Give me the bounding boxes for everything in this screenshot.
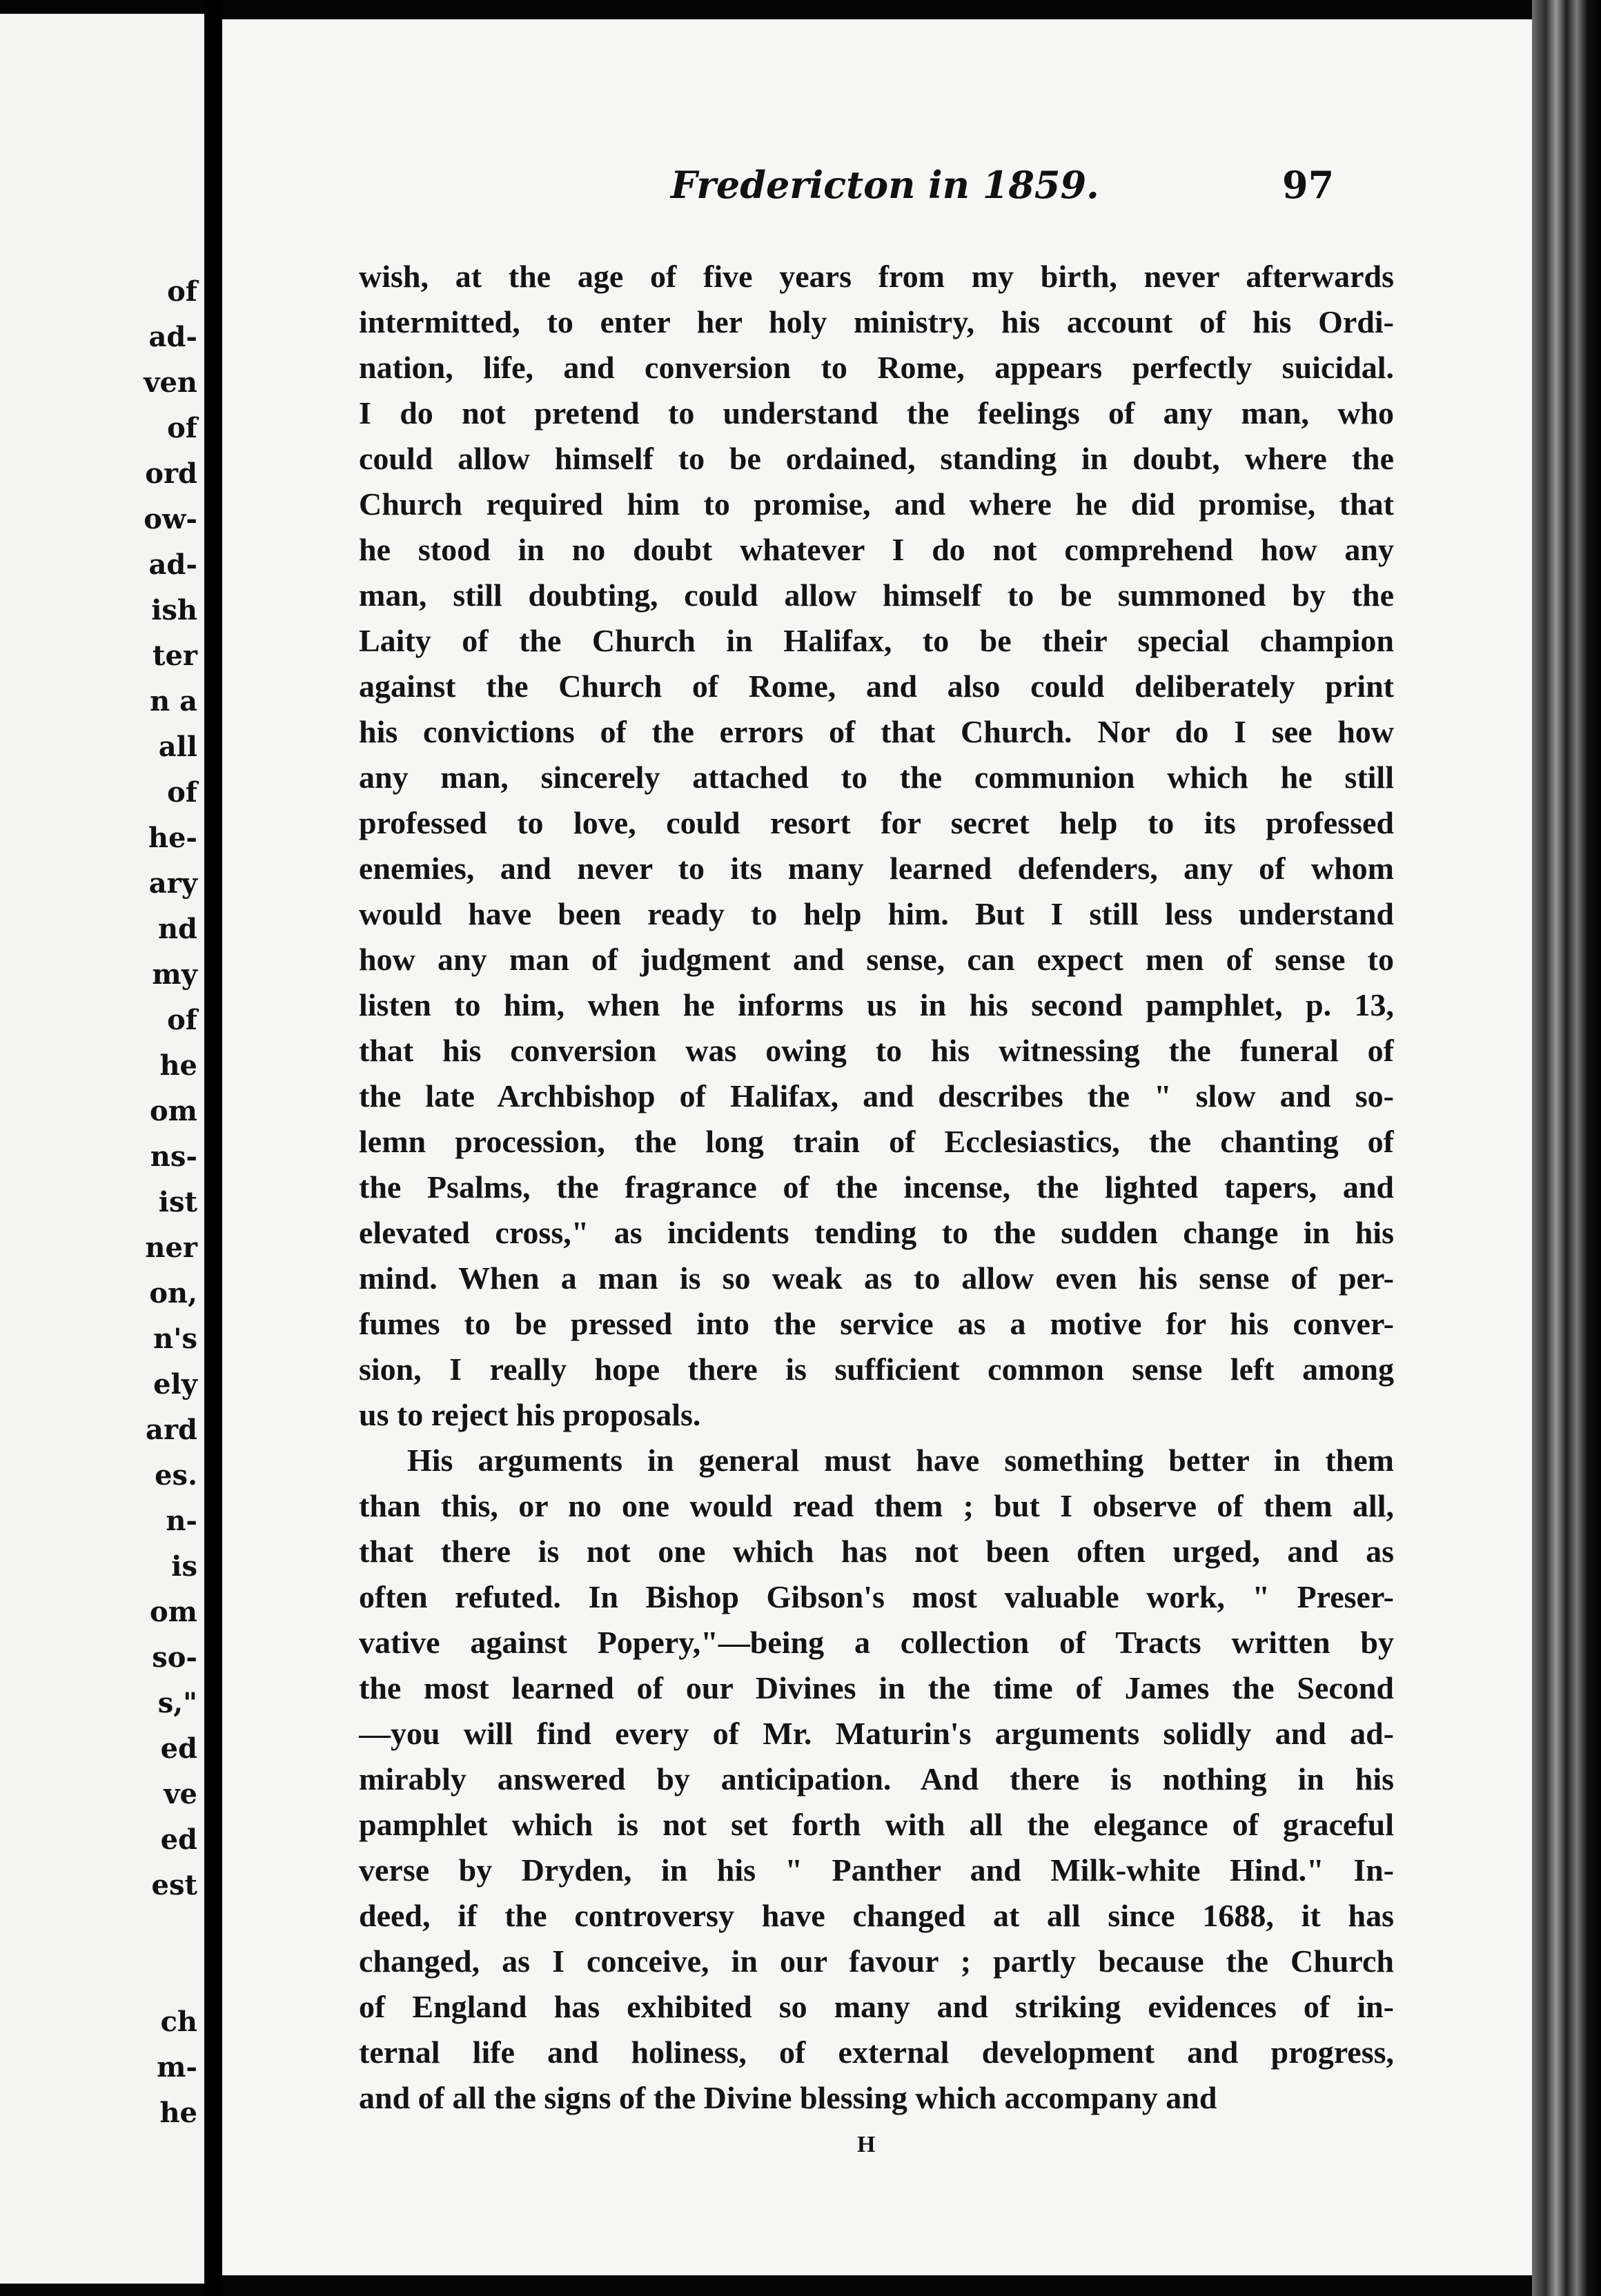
book-page (222, 19, 1532, 2275)
text-line: against the Church of Rome, and also could deliberately print (359, 669, 1394, 704)
text-line: his convictions of the errors of that Church. Nor do I see how (359, 714, 1394, 749)
text-line: the most learned of our Divines in the time of James the Second (359, 1670, 1394, 1705)
left-page-line-endings (87, 269, 197, 2136)
left-fragment: m- (157, 2051, 197, 2084)
text-line: sion, I really hope there is sufficient common sense left among (359, 1352, 1394, 1387)
left-fragment: nd (157, 913, 197, 945)
left-fragment: est (151, 1869, 197, 1901)
left-fragment: ch (160, 2006, 197, 2038)
left-fragment: ad- (148, 548, 197, 581)
text-line: listen to him, when he informs us in his second pamphlet, p. 13, (359, 987, 1394, 1022)
left-fragment: of (167, 1004, 197, 1036)
left-fragment: ist (158, 1186, 197, 1218)
left-fragment: so- (152, 1641, 197, 1674)
left-fragment: n- (166, 1505, 197, 1537)
book-gutter (204, 0, 222, 2296)
left-fragment: om (149, 1095, 197, 1127)
text-line: wish, at the age of five years from my birth, never afterwards (359, 259, 1394, 294)
left-page-fragment (0, 14, 204, 2284)
text-line: I do not pretend to understand the feelings of any man, who (359, 395, 1394, 430)
text-line: lemn procession, the long train of Ecclesiastics, the chanting of (359, 1124, 1394, 1159)
left-fragment: ed (160, 1823, 197, 1856)
left-fragment: ad- (148, 321, 197, 353)
left-fragment: ve (164, 1778, 197, 1810)
left-fragment: s," (157, 1687, 197, 1719)
text-line: mirably answered by anticipation. And there is nothing in his (359, 1761, 1394, 1797)
left-fragment: ish (151, 594, 197, 626)
left-fragment: of (167, 412, 197, 444)
text-line: the late Archbishop of Halifax, and describes the " slow and so- (359, 1078, 1394, 1114)
text-line: the Psalms, the fragrance of the incense, the lighted tapers, and (359, 1169, 1394, 1205)
left-fragment: ed (160, 1732, 197, 1765)
left-fragment: ven (144, 366, 197, 399)
left-fragment: ary (148, 867, 197, 900)
left-fragment: ter (153, 640, 197, 672)
left-fragment (87, 1908, 197, 1999)
text-line: ternal life and holiness, of external development and progress, (359, 2035, 1394, 2070)
text-line: Church required him to promise, and where he did promise, that (359, 486, 1394, 522)
left-fragment: ord (145, 457, 197, 490)
text-line: mind. When a man is so weak as to allow even his sense of per- (359, 1260, 1394, 1296)
text-line: —you will find every of Mr. Maturin's arguments solidly and ad- (359, 1716, 1394, 1751)
left-fragment: ard (146, 1414, 197, 1446)
text-line: pamphlet which is not set forth with all the elegance of graceful (359, 1807, 1394, 1842)
left-fragment: ns- (150, 1140, 197, 1173)
text-line: changed, as I conceive, in our favour ; partly because the Church (359, 1943, 1394, 1979)
text-line: us to reject his proposals. (359, 1397, 701, 1432)
text-line: that there is not one which has not been often urged, and as (359, 1534, 1394, 1569)
text-line: could allow himself to be ordained, standing in doubt, where the (359, 441, 1394, 476)
text-line: Laity of the Church in Halifax, to be their special champion (359, 623, 1394, 658)
text-line: would have been ready to help him. But I still less understand (359, 896, 1394, 931)
left-fragment: ow- (144, 503, 197, 535)
left-fragment: he (159, 2097, 197, 2129)
text-line: and of all the signs of the Divine blessing which accompany and (359, 2080, 1217, 2115)
text-line: enemies, and never to its many learned defenders, any of whom (359, 851, 1394, 886)
text-line: fumes to be pressed into the service as a motive for his conver- (359, 1306, 1394, 1341)
text-line: any man, sincerely attached to the communion which he still (359, 760, 1394, 795)
left-fragment: on, (149, 1277, 197, 1309)
text-line: verse by Dryden, in his " Panther and Milk-white Hind." In- (359, 1852, 1394, 1888)
text-line: than this, or no one would read them ; but I observe of them all, (359, 1488, 1394, 1523)
left-fragment: all (158, 731, 197, 763)
left-fragment: ely (153, 1368, 197, 1401)
text-line: professed to love, could resort for secret help to its professed (359, 805, 1394, 840)
left-fragment: of (167, 776, 197, 809)
text-line: man, still doubting, could allow himself to be summoned by the (359, 577, 1394, 613)
running-title: Fredericton in 1859. (671, 163, 1099, 207)
text-line: nation, life, and conversion to Rome, appears perfectly suicidal. (359, 350, 1394, 385)
signature-mark: H (857, 2132, 876, 2157)
text-line: how any man of judgment and sense, can expect men of sense to (359, 942, 1394, 977)
text-line: elevated cross," as incidents tending to the sudden change in his (359, 1215, 1394, 1250)
body-text (359, 254, 1394, 2121)
text-line: intermitted, to enter her holy ministry, his account of his Ordi- (359, 304, 1394, 339)
left-fragment: n's (153, 1323, 197, 1355)
left-fragment: is (171, 1550, 197, 1583)
text-line: he stood in no doubt whatever I do not comprehend how any (359, 532, 1394, 567)
left-fragment: my (152, 958, 197, 991)
page-edges (1532, 0, 1601, 2296)
text-line: His arguments in general must have something better in them (407, 1443, 1394, 1478)
text-line: deed, if the controversy have changed at all since 1688, it has (359, 1898, 1394, 1933)
left-fragment: om (149, 1596, 197, 1628)
text-line: that his conversion was owing to his witnessing the funeral of (359, 1033, 1394, 1068)
text-line: vative against Popery,"—being a collection of Tracts written by (359, 1625, 1394, 1660)
text-line: often refuted. In Bishop Gibson's most valuable work, " Preser- (359, 1579, 1394, 1614)
left-fragment: of (167, 275, 197, 308)
left-fragment: n a (150, 685, 197, 718)
left-fragment: ner (145, 1231, 197, 1264)
left-fragment: es. (155, 1459, 197, 1492)
running-head (222, 163, 1532, 225)
left-fragment: he (159, 1049, 197, 1082)
left-fragment: he- (148, 822, 197, 854)
text-line: of England has exhibited so many and striking evidences of in- (359, 1989, 1394, 2024)
page-number: 97 (1282, 163, 1335, 207)
